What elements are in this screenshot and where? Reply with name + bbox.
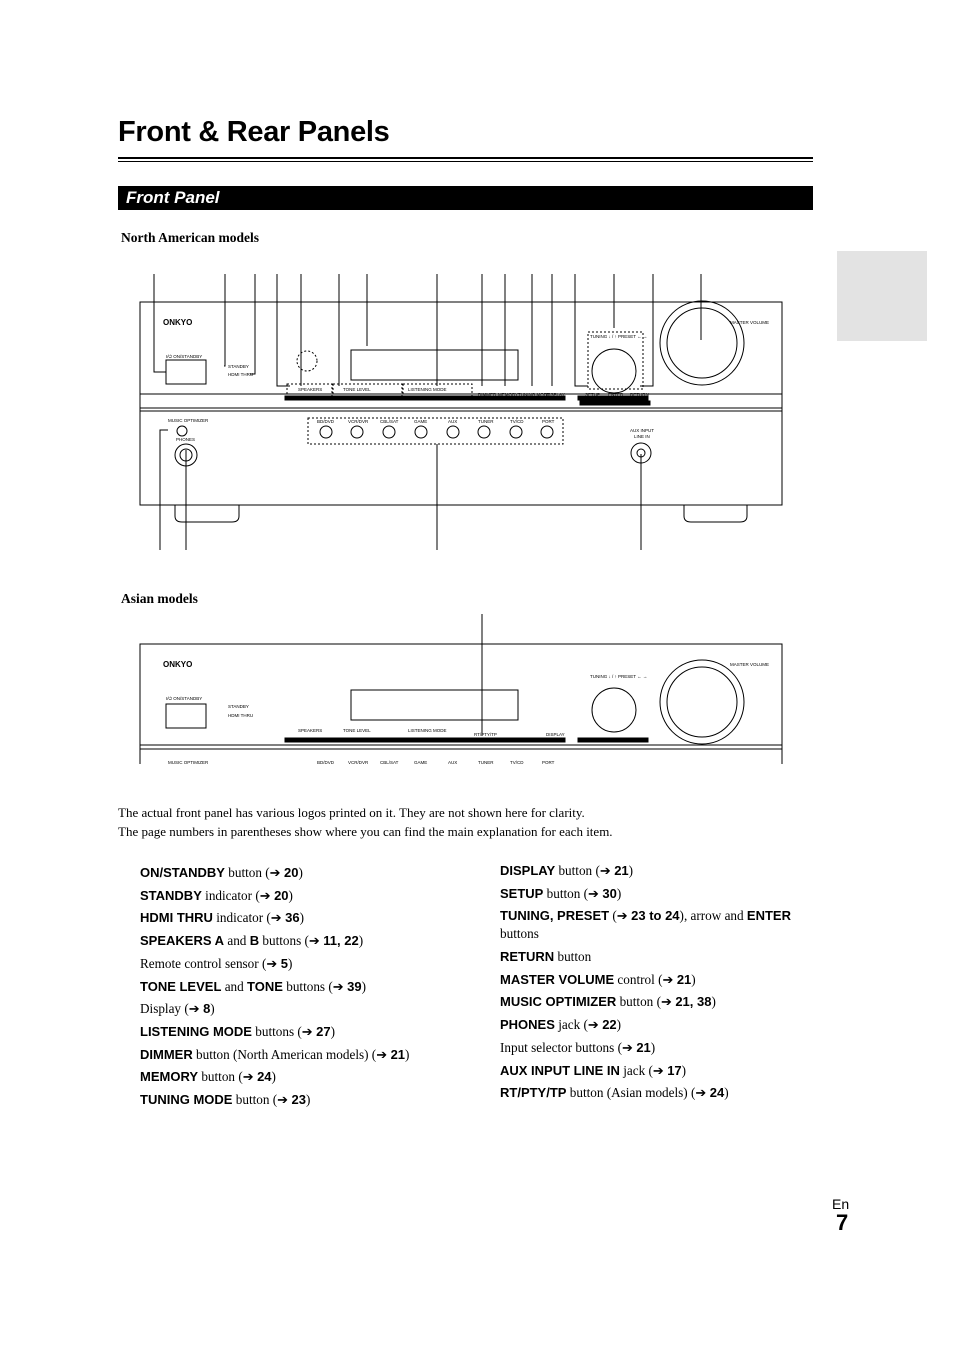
svg-text:TUNING MODE: TUNING MODE [518,392,550,397]
language-code: En [832,1196,850,1212]
svg-text:I/⏻ ON/STANDBY: I/⏻ ON/STANDBY [166,696,203,701]
list-item: Input selector buttons (➔ 21) [500,1039,656,1055]
list-item: MEMORY button (➔ 24) [140,1069,276,1085]
svg-text:MASTER VOLUME: MASTER VOLUME [730,662,770,667]
svg-text:BD/DVD: BD/DVD [317,419,335,424]
svg-text:CBL/SAT: CBL/SAT [380,760,399,765]
list-item: TONE LEVEL and TONE buttons (➔ 39) [140,978,366,994]
svg-text:AUX INPUT: AUX INPUT [630,428,655,433]
svg-text:SPEAKERS: SPEAKERS [298,387,323,392]
list-item: STANDBY indicator (➔ 20) [140,887,293,903]
list-item: MASTER VOLUME control (➔ 21) [500,971,696,987]
svg-text:PHONES: PHONES [176,437,196,442]
svg-text:VCR/DVR: VCR/DVR [348,760,369,765]
north-american-panel-diagram [100,268,800,558]
svg-text:GAME: GAME [414,419,428,424]
svg-text:TV/CD: TV/CD [510,419,524,424]
asian-heading: Asian models [121,591,198,606]
list-item: LISTENING MODE buttons (➔ 27) [140,1023,335,1039]
section-bar [118,186,813,210]
svg-text:I/⏻ ON/STANDBY: I/⏻ ON/STANDBY [166,354,203,359]
svg-text:SPEAKERS: SPEAKERS [298,728,323,733]
list-item: RT/PTY/TP button (Asian models) (➔ 24) [500,1085,729,1101]
section-heading: Front Panel [126,188,220,207]
brand-logo: ONKYO [163,318,193,327]
svg-text:LINE IN: LINE IN [634,434,650,439]
title-rule-thin [118,161,813,162]
list-item: Display (➔ 8) [140,1001,215,1017]
svg-text:HDMI THRU: HDMI THRU [228,713,254,718]
svg-text:GAME: GAME [414,760,428,765]
list-item: SPEAKERS A and B buttons (➔ 11, 22) [140,933,364,949]
svg-text:TV/CD: TV/CD [510,760,524,765]
list-item: HDMI THRU indicator (➔ 36) [140,910,305,926]
svg-text:STANDBY: STANDBY [228,704,249,709]
svg-text:LISTENING MODE: LISTENING MODE [408,728,447,733]
north-american-heading: North American models [121,230,259,245]
svg-text:MEMORY: MEMORY [498,392,519,397]
svg-text:ENTER: ENTER [608,392,624,397]
page-number: 7 [836,1210,849,1235]
svg-text:TUNER: TUNER [478,419,494,424]
svg-text:TONE LEVEL: TONE LEVEL [343,728,371,733]
svg-text:AUX: AUX [448,760,458,765]
list-item: PHONES jack (➔ 22) [500,1017,622,1033]
svg-text:MUSIC OPTIMIZER: MUSIC OPTIMIZER [168,760,209,765]
item-list-right [500,862,800,1107]
svg-text:VCR/DVR: VCR/DVR [348,419,369,424]
asian-panel-diagram [100,612,800,772]
svg-text:TUNING ↓ / ↑ PRESET ← →: TUNING ↓ / ↑ PRESET ← → [590,674,648,679]
svg-text:CBL/SAT: CBL/SAT [380,419,399,424]
note-logos: The actual front panel has various logos printed on it. They are not shown here for clarity. [118,805,585,820]
svg-text:RETURN: RETURN [630,392,649,397]
svg-text:SETUP: SETUP [585,392,601,397]
chapter-tab [837,251,927,341]
list-item: SETUP button (➔ 30) [500,885,622,901]
svg-text:MUSIC OPTIMIZER: MUSIC OPTIMIZER [168,418,209,423]
brand-logo-asian: ONKYO [163,660,193,669]
list-item: RETURN button [500,949,592,965]
list-item: AUX INPUT LINE IN jack (➔ 17) [500,1062,687,1078]
note-page-numbers: The page numbers in parentheses show where you can find the main explanation for each item. [118,824,613,839]
list-item: ON/STANDBY button (➔ 20) [140,865,303,880]
list-item: DISPLAY button (➔ 21) [500,863,634,878]
svg-text:HDMI THRU: HDMI THRU [228,372,254,377]
svg-text:TUNING ↓ / ↑ PRESET ← →: TUNING ↓ / ↑ PRESET ← → [590,334,648,339]
svg-text:DIMMER: DIMMER [478,392,497,397]
list-item: TUNING MODE button (➔ 23) [140,1092,311,1108]
svg-text:PORT: PORT [542,419,555,424]
page-title: Front & Rear Panels [118,116,390,148]
svg-text:PORT: PORT [542,760,555,765]
svg-text:DISPLAY: DISPLAY [546,392,565,397]
title-rule [118,157,813,159]
list-item: TUNING, PRESET (➔ 23 to 24), arrow and ENTER buttons [500,908,791,942]
svg-text:DISPLAY: DISPLAY [546,732,565,737]
list-item: MUSIC OPTIMIZER button (➔ 21, 38) [500,994,716,1010]
svg-text:STANDBY: STANDBY [228,364,249,369]
item-list-left [140,862,409,1112]
svg-text:RT/PTY/TP: RT/PTY/TP [474,732,497,737]
svg-text:AUX: AUX [448,419,458,424]
svg-text:LISTENING MODE: LISTENING MODE [408,387,447,392]
svg-text:BD/DVD: BD/DVD [317,760,335,765]
svg-text:MASTER VOLUME: MASTER VOLUME [730,320,770,325]
svg-text:TUNER: TUNER [478,760,494,765]
list-item: Remote control sensor (➔ 5) [140,955,293,971]
list-item: DIMMER button (North American models) (➔ 21) [140,1046,410,1062]
svg-text:TONE LEVEL: TONE LEVEL [343,387,371,392]
